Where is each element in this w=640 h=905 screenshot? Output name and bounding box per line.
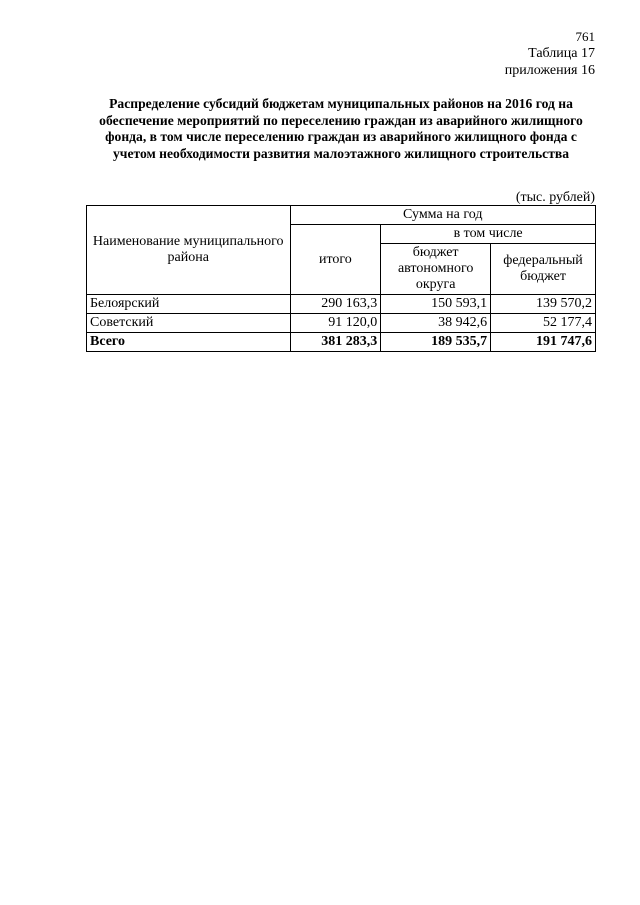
row-name: Советский bbox=[87, 314, 291, 333]
table-ref-line-1: Таблица 17 bbox=[528, 46, 595, 61]
table-reference bbox=[505, 45, 595, 79]
row-district-budget: 38 942,6 bbox=[381, 314, 491, 333]
header-district-budget: бюджет автономного округа bbox=[381, 244, 491, 295]
header-federal-budget: федеральный бюджет bbox=[491, 244, 596, 295]
page-number: 761 bbox=[575, 29, 595, 44]
row-name: Белоярский bbox=[87, 295, 291, 314]
header-district-name: Наименование муниципального района bbox=[87, 206, 291, 295]
header-sum-year: Сумма на год bbox=[290, 206, 596, 225]
header-including: в том числе bbox=[381, 225, 596, 244]
summary-total: 381 283,3 bbox=[290, 333, 381, 352]
row-district-budget: 150 593,1 bbox=[381, 295, 491, 314]
table-row bbox=[87, 314, 596, 333]
subsidy-table bbox=[86, 205, 596, 352]
document-title: Распределение субсидий бюджетам муниципальных районов на 2016 год на обеспечение мероприятий по переселению граждан из аварийного жилищного фонда, в том числе переселению граждан из аварийного жилищного фонда с учетом необходимости развития малоэтажного жилищного строительства bbox=[99, 96, 583, 161]
summary-name: Всего bbox=[87, 333, 291, 352]
table-row bbox=[87, 295, 596, 314]
units-label: (тыс. рублей) bbox=[515, 190, 595, 205]
row-total: 91 120,0 bbox=[290, 314, 381, 333]
summary-row bbox=[87, 333, 596, 352]
header-total: итого bbox=[290, 225, 381, 295]
row-total: 290 163,3 bbox=[290, 295, 381, 314]
summary-district-budget: 189 535,7 bbox=[381, 333, 491, 352]
row-federal-budget: 52 177,4 bbox=[491, 314, 596, 333]
table-ref-line-2: приложения 16 bbox=[504, 63, 595, 78]
summary-federal-budget: 191 747,6 bbox=[491, 333, 596, 352]
row-federal-budget: 139 570,2 bbox=[491, 295, 596, 314]
